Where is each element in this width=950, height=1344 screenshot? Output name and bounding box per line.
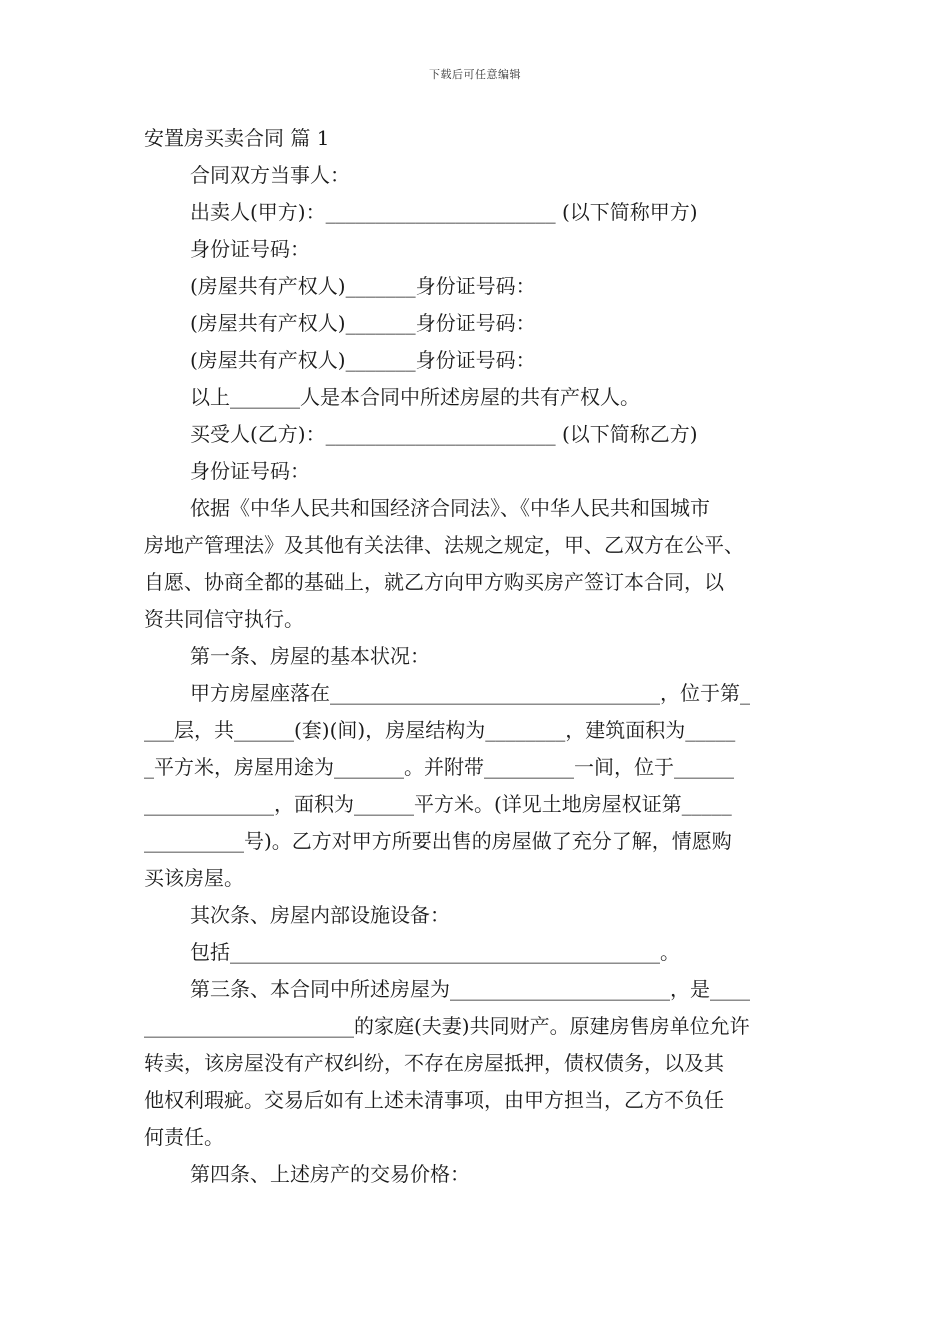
seller-id-line: 身份证号码： xyxy=(190,237,310,261)
article-3-line: 何责任。 xyxy=(144,1125,224,1149)
article-1-body xyxy=(144,675,808,897)
article-1-line: 买该房屋。 xyxy=(144,866,244,890)
co-owner-line-3: (房屋共有产权人)_______身份证号码： xyxy=(190,348,536,372)
article-3-line: 他权利瑕疵。交易后如有上述未清事项，由甲方担当，乙方不负任 xyxy=(144,1088,724,1112)
article-1-line: 甲方房屋座落在_________________________________，位于第_ xyxy=(190,681,750,705)
seller-line: 出卖人(甲方)：_______________________ (以下简称甲方) xyxy=(190,200,698,224)
document-body xyxy=(144,120,808,1193)
co-owner-count-line: 以上_______人是本合同中所述房屋的共有产权人。 xyxy=(190,385,640,409)
buyer-id-line: 身份证号码： xyxy=(190,459,310,483)
document-title: 安置房买卖合同 篇 1 xyxy=(144,126,330,150)
basis-line: 资共同信守执行。 xyxy=(144,607,304,631)
article-3-line: 转卖，该房屋没有产权纠纷，不存在房屋抵押，债权债务，以及其 xyxy=(144,1051,724,1075)
header-note: 下载后可任意编辑 xyxy=(429,68,521,81)
article-1-line: __________号)。乙方对甲方所要出售的房屋做了充分了解，情愿购 xyxy=(144,829,732,853)
buyer-line: 买受人(乙方)：_______________________ (以下简称乙方) xyxy=(190,422,698,446)
basis-paragraph xyxy=(144,490,808,638)
article-1-line: ___层，共______(套)(间)，房屋结构为________，建筑面积为_____ xyxy=(144,718,736,742)
article-3-body xyxy=(144,971,808,1156)
basis-line: 房地产管理法》及其他有关法律、法规之规定，甲、乙双方在公平、 xyxy=(144,533,744,557)
co-owner-line-1: (房屋共有产权人)_______身份证号码： xyxy=(190,274,536,298)
article-2-title: 其次条、房屋内部设施设备： xyxy=(190,903,450,927)
article-3-line: _____________________的家庭(夫妻)共同财产。原建房售房单位允许 xyxy=(144,1014,750,1038)
co-owner-line-2: (房屋共有产权人)_______身份证号码： xyxy=(190,311,536,335)
article-2-body: 包括___________________________________________。 xyxy=(190,940,680,964)
article-3-line: 第三条、本合同中所述房屋为______________________，是____ xyxy=(190,977,750,1001)
article-1-line: _____________，面积为______平方米。(详见土地房屋权证第_____ xyxy=(144,792,732,816)
article-1-title: 第一条、房屋的基本状况： xyxy=(190,644,430,668)
basis-line: 自愿、协商全都的基础上，就乙方向甲方购买房产签订本合同，以 xyxy=(144,570,724,594)
parties-heading: 合同双方当事人： xyxy=(190,163,350,187)
article-4-title: 第四条、上述房产的交易价格： xyxy=(190,1162,470,1186)
article-1-line: _平方米，房屋用途为_______。并附带_________一间，位于______ xyxy=(144,755,734,779)
basis-line: 依据《中华人民共和国经济合同法》、《中华人民共和国城市 xyxy=(190,496,710,520)
